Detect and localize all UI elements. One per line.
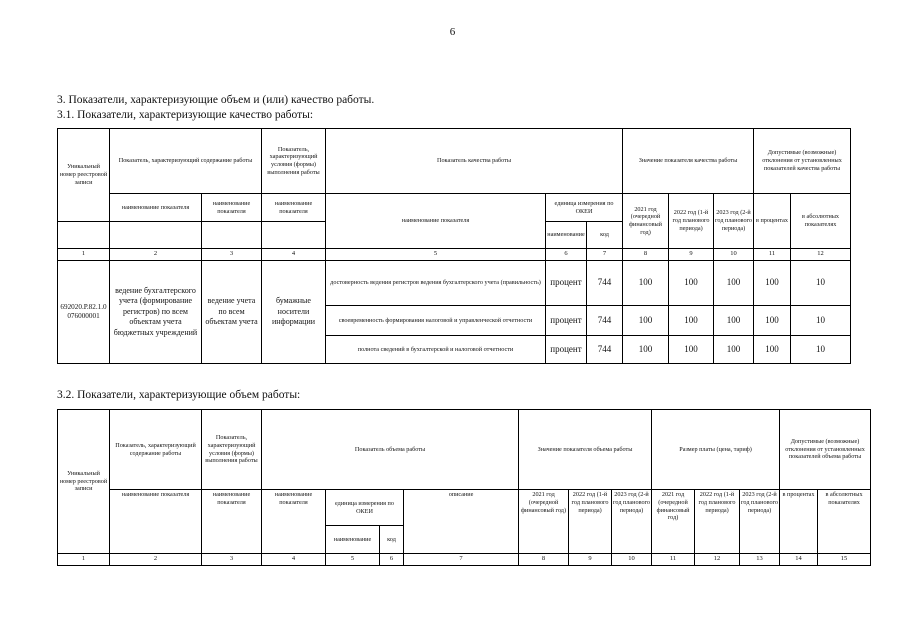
header-year-2022: 2022 год (1-й год планового периода) (669, 194, 714, 249)
column-number: 13 (740, 554, 780, 566)
value-2022: 100 (669, 261, 714, 306)
column-number: 5 (326, 554, 380, 566)
header-absolute: в абсолютных показателях (818, 490, 871, 554)
header-indicator-name: наименование показателя (110, 490, 202, 554)
header-conditions-name-cont (262, 222, 326, 249)
indicator-name: своевременность формирования налоговой и управленческой отчетности (326, 306, 546, 336)
header-content-indicator: Показатель, характеризующий содержание работы (110, 129, 262, 194)
header-quality-indicator: Показатель качества работы (326, 129, 623, 194)
header-volume-values: Значение показателя объема работы (519, 410, 652, 490)
header-unique-number: Уникальный номер реестровой записи (58, 129, 110, 222)
column-number: 11 (754, 249, 791, 261)
value-2021: 100 (623, 306, 669, 336)
column-number: 4 (262, 554, 326, 566)
deviation-absolute: 10 (791, 306, 851, 336)
deviation-percent: 100 (754, 336, 791, 364)
header-fee-2021: 2021 год (очередной финансовый год) (652, 490, 695, 554)
unit-code: 744 (587, 261, 623, 306)
column-number: 2 (110, 554, 202, 566)
column-number: 4 (262, 249, 326, 261)
column-number: 8 (623, 249, 669, 261)
header-indicator-name: наименование показателя (326, 194, 546, 249)
header-unique-number: Уникальный номер реестровой записи (58, 410, 110, 554)
unit-name: процент (546, 336, 587, 364)
header-unit-name: наименование (546, 222, 587, 249)
header-fee-2023: 2023 год (2-й год планового периода) (740, 490, 780, 554)
header-unit-code: код (587, 222, 623, 249)
volume-table (57, 409, 871, 566)
column-number: 9 (669, 249, 714, 261)
column-number: 2 (110, 249, 202, 261)
unit-code: 744 (587, 336, 623, 364)
conditions-value: ведение учета по всем объектам учета (202, 261, 262, 364)
header-percent: в процентах (780, 490, 818, 554)
header-unit-okei: единица измерения по ОКЕИ (546, 194, 623, 222)
content-value: ведение бухгалтерского учета (формирование регистров) по всем объектам учета бюджетных учреждений (110, 261, 202, 364)
value-2021: 100 (623, 336, 669, 364)
form-value: бумажные носители информации (262, 261, 326, 364)
column-number: 1 (58, 249, 110, 261)
header-volume-indicator: Показатель объема работы (262, 410, 519, 490)
header-description: описание (404, 490, 519, 554)
section-3-2-heading: 3.2. Показатели, характеризующие объем работы: (57, 389, 301, 401)
record-number: 692020.Р.82.1.0 076000001 (58, 261, 110, 364)
indicator-name: полнота сведений в бухгалтерской и налоговой отчетности (326, 336, 546, 364)
indicator-name: достоверность ведения регистров ведения бухгалтерского учета (правильность) (326, 261, 546, 306)
header-conditions-indicator: Показатель, характеризующий условия (формы) выполнения работы (202, 410, 262, 490)
header-indicator-name: наименование показателя (262, 490, 326, 554)
column-number: 1 (58, 554, 110, 566)
header-deviations: Допустимые (возможные) отклонения от установленных показателей качества работы (754, 129, 851, 194)
unit-code: 744 (587, 306, 623, 336)
value-2023: 100 (714, 261, 754, 306)
header-unit-code: код (380, 526, 404, 554)
column-number: 10 (714, 249, 754, 261)
header-content-name-2-cont (202, 222, 262, 249)
header-quality-values: Значение показателя качества работы (623, 129, 754, 194)
column-number: 3 (202, 249, 262, 261)
column-number: 12 (695, 554, 740, 566)
header-content-indicator: Показатель, характеризующий содержание работы (110, 410, 202, 490)
header-fee-2022: 2022 год (1-й год планового периода) (695, 490, 740, 554)
header-volume-2023: 2023 год (2-й год планового периода) (612, 490, 652, 554)
section-3-heading: 3. Показатели, характеризующие объем и (или) качество работы. (57, 94, 375, 106)
deviation-absolute: 10 (791, 261, 851, 306)
column-number: 6 (546, 249, 587, 261)
column-number: 11 (652, 554, 695, 566)
deviation-percent: 100 (754, 261, 791, 306)
column-number: 7 (587, 249, 623, 261)
header-indicator-name: наименование показателя (110, 194, 202, 222)
header-indicator-name: наименование показателя (262, 194, 326, 222)
quality-table (57, 128, 851, 364)
value-2022: 100 (669, 336, 714, 364)
header-unique-number-cont (58, 222, 110, 249)
page-number: 6 (449, 26, 456, 38)
header-volume-2021: 2021 год (очередной финансовый год) (519, 490, 569, 554)
column-number: 12 (791, 249, 851, 261)
header-unit-okei: единица измерения по ОКЕИ (326, 490, 404, 526)
header-year-2023: 2023 год (2-й год планового периода) (714, 194, 754, 249)
header-deviations: Допустимые (возможные) отклонения от установленных показателей объема работы (780, 410, 871, 490)
deviation-absolute: 10 (791, 336, 851, 364)
value-2021: 100 (623, 261, 669, 306)
value-2023: 100 (714, 336, 754, 364)
column-number: 6 (380, 554, 404, 566)
header-conditions-indicator: Показатель, характеризующий условия (формы) выполнения работы (262, 129, 326, 194)
header-year-2021: 2021 год (очередной финансовый год) (623, 194, 669, 249)
column-number: 7 (404, 554, 519, 566)
header-fee: Размер платы (цена, тариф) (652, 410, 780, 490)
header-content-name-cont (110, 222, 202, 249)
header-indicator-name: наименование показателя (202, 490, 262, 554)
column-number: 14 (780, 554, 818, 566)
column-number: 9 (569, 554, 612, 566)
deviation-percent: 100 (754, 306, 791, 336)
column-number: 5 (326, 249, 546, 261)
header-absolute: в абсолютных показателях (791, 194, 851, 249)
header-percent: в процентах (754, 194, 791, 249)
unit-name: процент (546, 306, 587, 336)
column-number: 10 (612, 554, 652, 566)
header-unit-name: наименование (326, 526, 380, 554)
header-volume-2022: 2022 год (1-й год планового периода) (569, 490, 612, 554)
header-indicator-name: наименование показателя (202, 194, 262, 222)
unit-name: процент (546, 261, 587, 306)
table-row (58, 261, 851, 306)
value-2022: 100 (669, 306, 714, 336)
column-number: 8 (519, 554, 569, 566)
column-number: 3 (202, 554, 262, 566)
value-2023: 100 (714, 306, 754, 336)
section-3-1-heading: 3.1. Показатели, характеризующие качество работы: (57, 109, 314, 121)
column-number: 15 (818, 554, 871, 566)
